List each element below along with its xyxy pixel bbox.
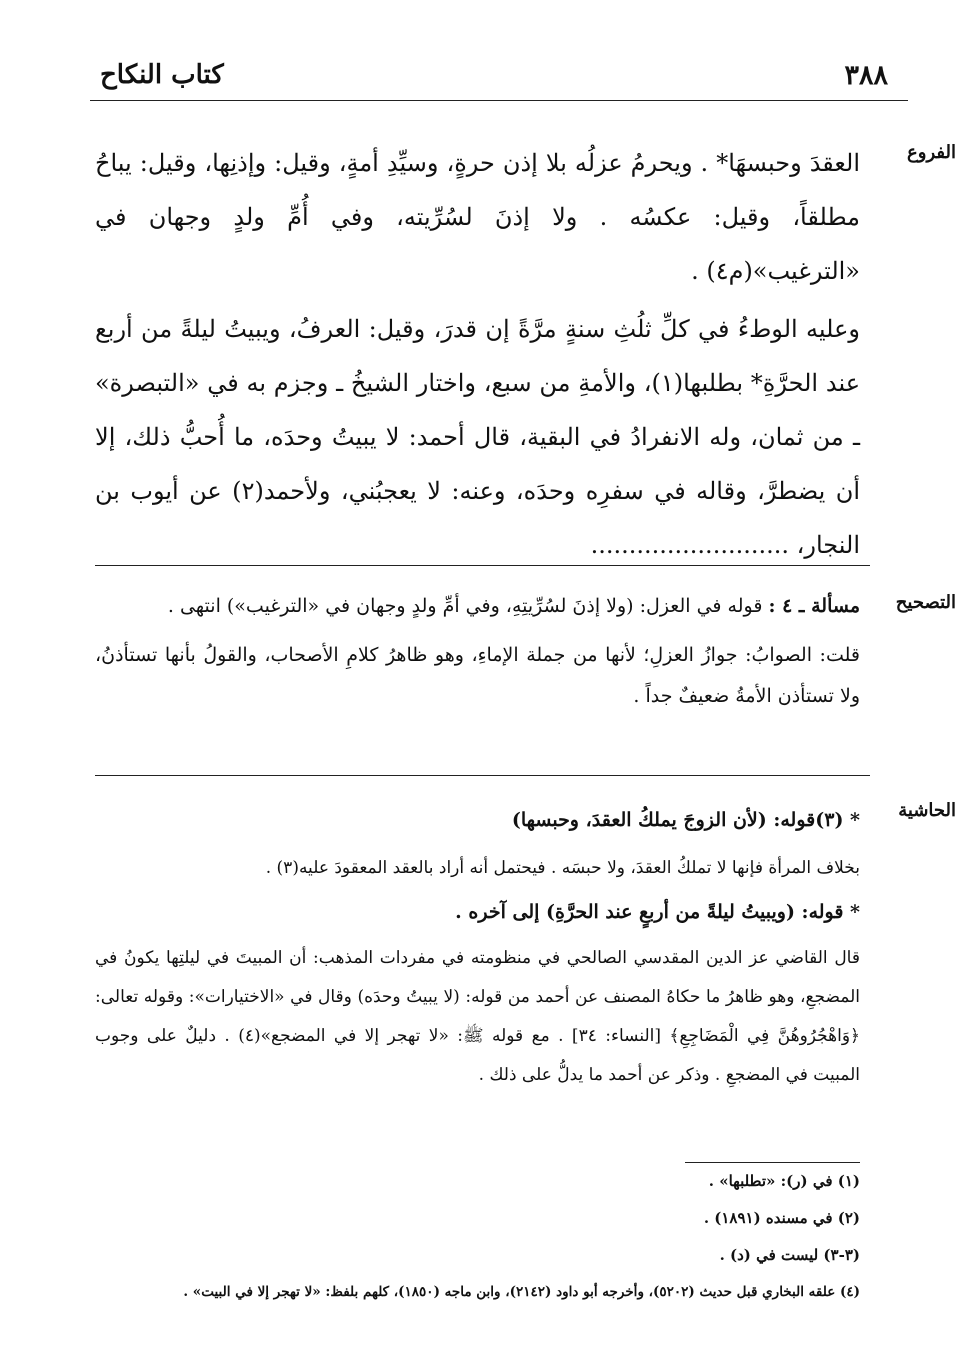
tashih-label: التصحيح [895,592,956,613]
furu-paragraph-1: العقدَ وحبسهَا* . ويحرمُ عزلُه بلا إذن حرةٍ، وسيِّدِ أمةٍ، وقيل: وإذنِها، وقيل: يباحُ مطلقاً، وقيل: عكسُه . ولا إذنَ لسُرِّيته، وفي أُمِّ ولدٍ وجهان في «الترغيب»(م٤) . [95,149,860,285]
footnotes [95,1163,860,1311]
hashiya-heading-1: * (٣)قوله: (لأن الزوجَ يملكُ العقدَ، وحبسها) [511,809,860,831]
footnote-2: (٢) في مسنده (١٨٩١) . [703,1209,860,1227]
furu-paragraph-2-text: وعليه الوطءُ في كلِّ ثلُثِ سنةٍ مرَّةً إن قدرَ، وقيل: العرفُ، ويبيتُ ليلةً من أربع عند الحرَّةِ* بطلبها(١)، والأمةِ من سبع، واختار الشيخُ ـ وجزم به في «التبصرة» ـ من ثمان، وله الانفرادُ في البقية، قال أحمد: لا يبيتُ وحدَه، ما أُحبُّ ذلك، إلا أن يضطرَّ، وقاله في سفرِه وحدَه، وعنه: لا يعجبُني، ولأحمد(٢) عن أيوب بن النجار، [95,315,861,559]
furu-paragraph-2 [95,302,860,572]
header-divider [90,100,908,101]
book-title: كتاب النكاح [100,60,224,90]
hashiya-text-2: قال القاضي عز الدين المقدسي الصالحي في منظومته في مفردات المذهب: أن المبيتَ في ليلتِها يكونُ في المضجعِ، وهو ظاهرُ ما حكاهُ المصنف عن أحمد من قوله: (لا يبيتُ وحدَه) وقال في «الاختيارات»: وقوله تعالى: ﴿وَاهْجُرُوهُنَّ فِي الْمَضَاجِعِ﴾ [النساء: ٣٤] . مع قوله ﷺ: «لا تهجر إلا في المضجع»(٤) . دليلٌ على وجوب المبيت في المضجعِ . وذكر عن أحمد ما يدلُّ على ذلك . [95,948,860,1085]
continuation-dots: .......................... [590,531,789,559]
section-divider-1 [95,565,870,566]
page-number: ٣٨٨ [844,60,888,91]
masala-text: قوله في العزل: (ولا إذنَ لسُرِّيتِهِ، وفي أمِّ ولدٍ وجهان في «الترغيب») انتهى . [167,595,769,617]
hashiya-label: الحاشية [898,800,956,821]
tashih-paragraph-2: قلت: الصوابُ: جوازُ العزلِ؛ لأنها من جملة الإماءِ، وهو ظاهرُ كلامِ الأصحاب، والقولُ بأنها تستأذنُ، ولا تستأذن الأمةُ ضعيفٌ جداً . [95,644,860,707]
furu-label: الفروع [907,142,956,163]
footnote-1: (١) في (ر): «تطلبها» . [708,1172,860,1190]
masala-heading: مسألة ـ ٤ : [768,595,860,617]
furu-section [95,136,860,572]
footnote-4: (٤) علقه البخاري قبل حديث (٥٢٠٢)، وأخرجه أبو داود (٢١٤٢)، وابن ماجه (١٨٥٠)، كلهم بلفظ: «لا تهجر إلا في البيت» . [183,1284,860,1300]
hashiya-text-1: بخلاف المرأة فإنها لا تملكُ العقدَ، ولا حبسَه . فيحتمل أنه أراد بالعقد المعقودَ عليه(٣) . [265,858,860,878]
hashiya-section [95,800,860,1095]
section-divider-2 [95,775,870,776]
footnote-3: (٣-٣) ليست في (د) . [719,1246,860,1264]
hashiya-heading-2: * قوله: (ويبيتُ ليلةً من أربعٍ عند الحرَّةِ) إلى آخره . [455,901,860,923]
tashih-section [95,586,860,717]
tashih-paragraph-1 [95,586,860,627]
page-header [90,58,908,98]
